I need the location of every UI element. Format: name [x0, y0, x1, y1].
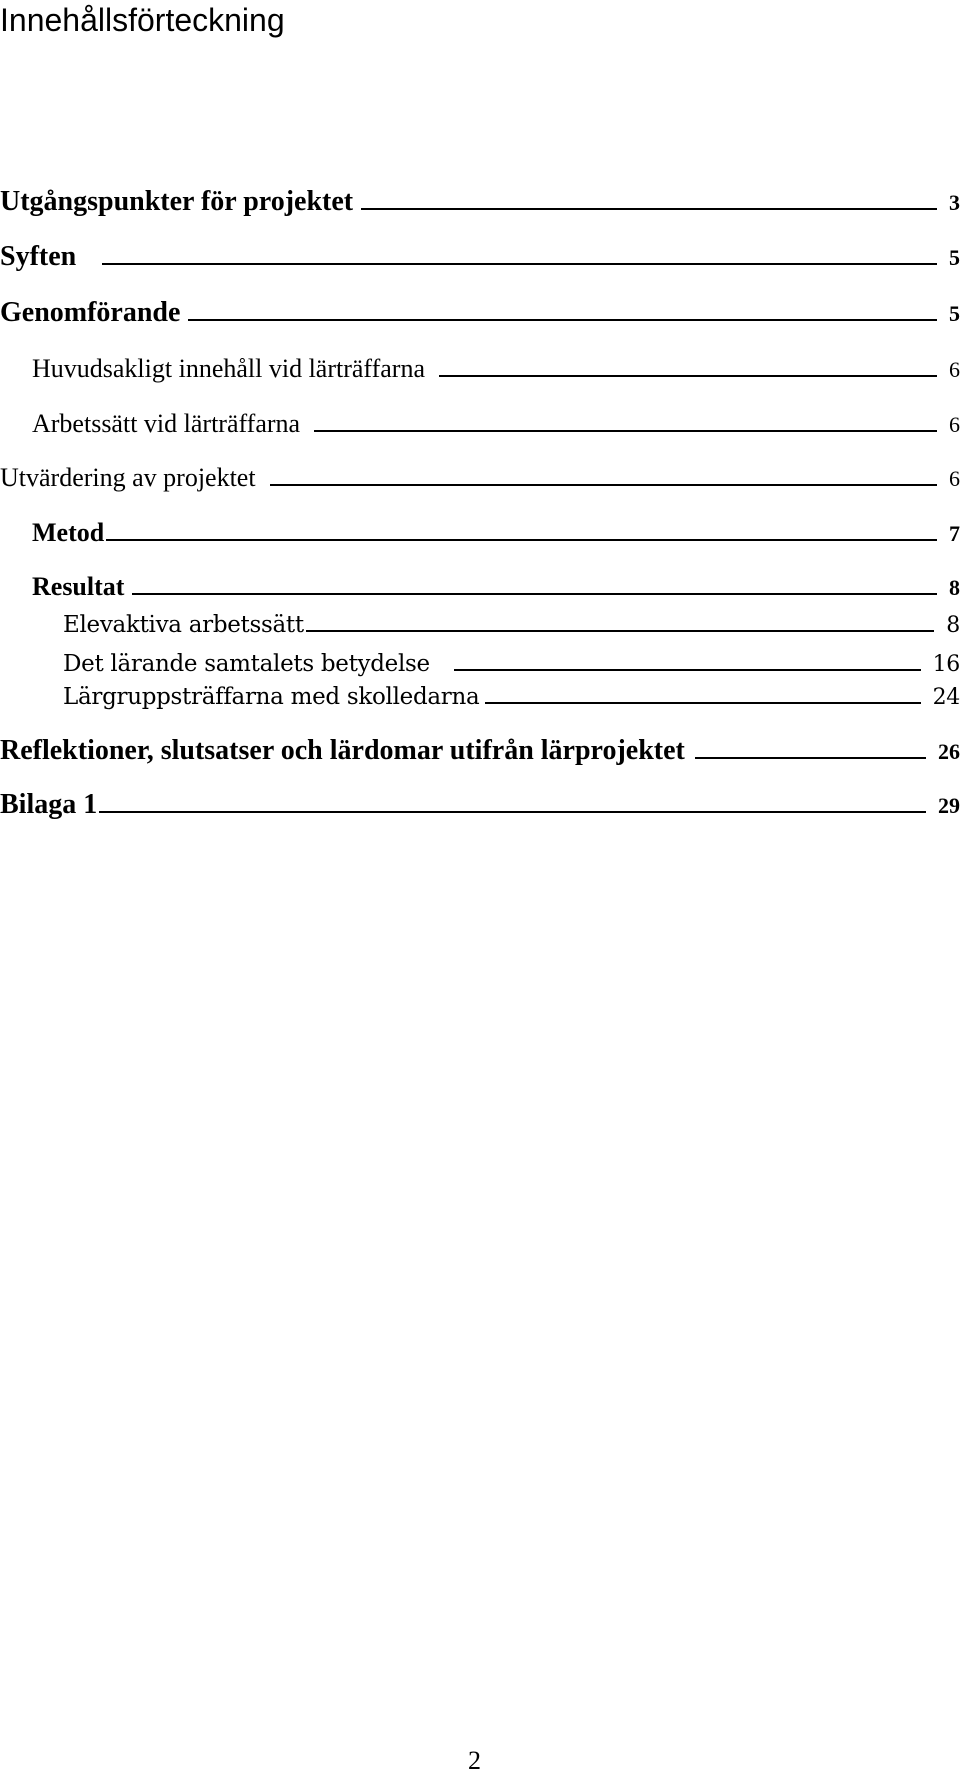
toc-entry[interactable] — [0, 650, 960, 679]
toc-entry-title: Resultat — [32, 572, 125, 601]
toc-leader — [188, 319, 937, 321]
toc-entry[interactable] — [0, 734, 960, 769]
toc-leader — [106, 539, 937, 541]
toc-page-number: 16 — [932, 652, 960, 677]
toc-page-number: 6 — [949, 466, 960, 491]
toc-leader — [306, 630, 934, 632]
toc-entry-title: Reflektioner, slutsatser och lärdomar utifrån lärprojektet — [0, 735, 685, 766]
toc-page-number: 8 — [949, 575, 960, 600]
toc-page-number: 8 — [946, 613, 960, 638]
toc-leader — [132, 593, 937, 595]
toc-entry-title: Metod — [32, 518, 105, 547]
toc-leader — [485, 702, 920, 704]
toc-entry[interactable] — [0, 408, 960, 441]
toc-entry[interactable] — [0, 517, 960, 550]
toc-entry-title: Syften — [0, 241, 77, 272]
toc-entry[interactable] — [0, 611, 960, 640]
document-heading: Innehållsförteckning — [0, 2, 285, 38]
toc-leader — [439, 375, 937, 377]
toc-entry-title: Det lärande samtalets betydelse — [63, 651, 430, 677]
toc-leader — [102, 263, 937, 265]
toc-entry-title: Bilaga 1 — [0, 789, 98, 820]
toc-page-number: 3 — [949, 190, 960, 215]
toc-page-number: 26 — [938, 739, 960, 764]
toc-entry-title: Genomförande — [0, 297, 181, 328]
toc-entry[interactable] — [0, 788, 960, 823]
toc-entry[interactable] — [0, 296, 960, 331]
toc-entry[interactable] — [0, 571, 960, 604]
toc-entry[interactable] — [0, 240, 960, 275]
toc-entry[interactable] — [0, 683, 960, 712]
toc-entry-title: Elevaktiva arbetssätt — [63, 612, 304, 638]
page-number: 2 — [468, 1746, 481, 1775]
toc-entry[interactable] — [0, 462, 960, 495]
toc-entry-title: Utvärdering av projektet — [0, 463, 256, 492]
toc-entry[interactable] — [0, 353, 960, 386]
toc-page-number: 29 — [938, 793, 960, 818]
toc-page-number: 24 — [932, 685, 960, 710]
toc-entry[interactable] — [0, 185, 960, 220]
toc-entry-title: Utgångspunkter för projektet — [0, 186, 354, 217]
toc-leader — [270, 484, 937, 486]
toc-page-number: 5 — [949, 301, 960, 326]
toc-entry-title: Lärgruppsträffarna med skolledarna — [63, 684, 480, 710]
toc-page-number: 6 — [949, 357, 960, 382]
toc-entry-title: Huvudsakligt innehåll vid lärträffarna — [32, 354, 426, 383]
toc-page-number: 5 — [949, 245, 960, 270]
toc-leader — [695, 757, 926, 759]
toc-leader — [361, 208, 937, 210]
toc-entry-title: Arbetssätt vid lärträffarna — [32, 409, 301, 438]
toc-leader — [99, 811, 926, 813]
toc-page-number: 7 — [949, 521, 960, 546]
toc-page-number: 6 — [949, 412, 960, 437]
toc-leader — [314, 430, 937, 432]
toc-leader — [454, 669, 921, 671]
